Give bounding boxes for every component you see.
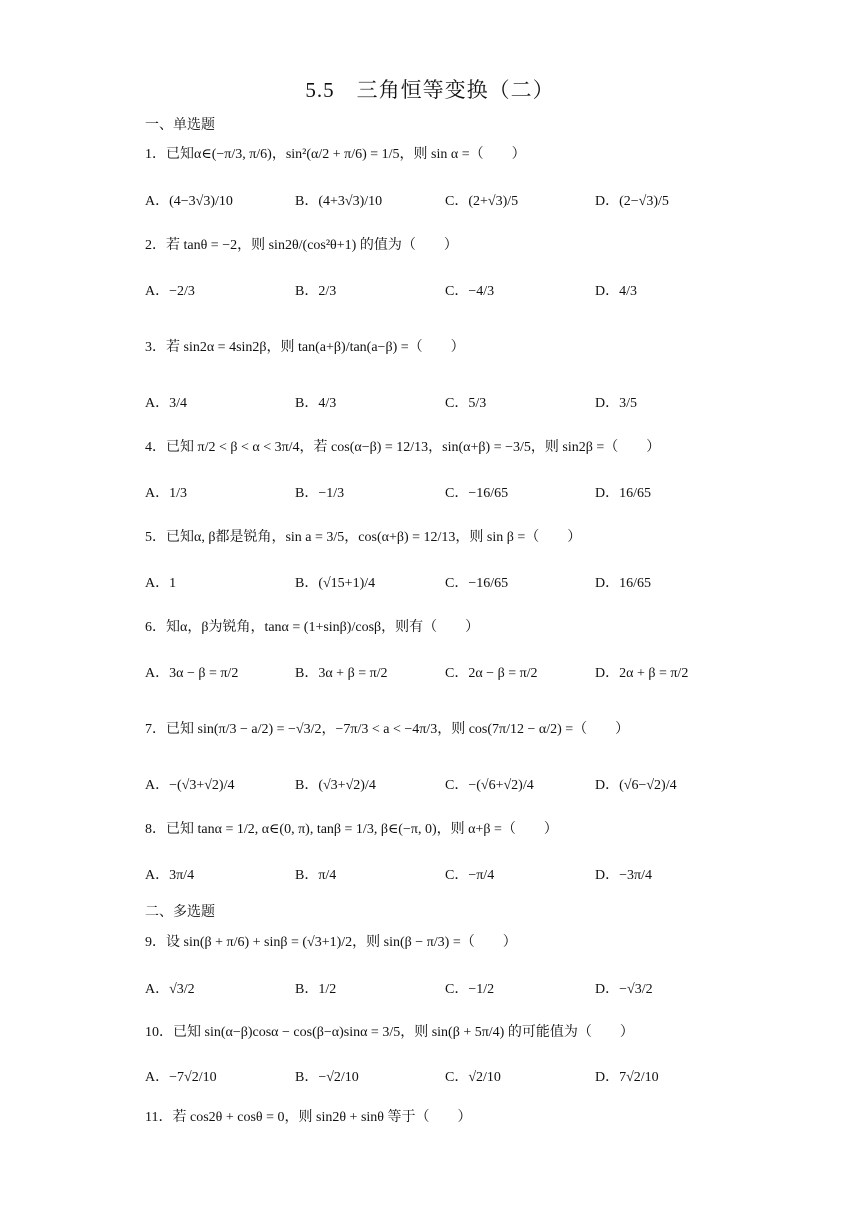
q8-option-b: B．π/4 [295,868,337,883]
q4-option-a: A．1/3 [145,486,187,501]
q5-option-d: D．16/65 [595,576,651,591]
q8-option-d: D．−3π/4 [595,868,652,883]
q6-option-d: D．2α + β = π/2 [595,666,689,681]
q4-option-d: D．16/65 [595,486,651,501]
q2-option-d: D．4/3 [595,284,637,299]
q10-option-c: C．√2/10 [445,1070,501,1085]
q2-option-b: B．2/3 [295,284,337,299]
q10-option-a: A．−7√2/10 [145,1070,217,1085]
question-6: 6．知α，β为锐角，tanα = (1+sinβ)/cosβ，则有（ ） [145,620,480,635]
question-3: 3．若 sin2α = 4sin2β，则 tan(a+β)/tan(a−β) =（ ） [145,340,465,355]
question-10: 10．已知 sin(α−β)cosα − cos(β−α)sinα = 3/5，则 sin(β + 5π/4) 的可能值为（ ） [145,1025,634,1040]
question-4: 4．已知 π/2 < β < α < 3π/4，若 cos(α−β) = 12/13，sin(α+β) = −3/5，则 sin2β =（ ） [145,440,661,455]
q9-option-c: C．−1/2 [445,982,495,997]
q6-option-a: A．3α − β = π/2 [145,666,239,681]
section-single-choice: 一、单选题 [145,118,215,133]
q4-option-c: C．−16/65 [445,486,509,501]
q1-option-a: A．(4−3√3)/10 [145,194,233,209]
q2-option-c: C．−4/3 [445,284,495,299]
q6-option-b: B．3α + β = π/2 [295,666,388,681]
q1-option-c: C．(2+√3)/5 [445,194,519,209]
question-11: 11．若 cos2θ + cosθ = 0，则 sin2θ + sinθ 等于（ ） [145,1110,472,1125]
q7-option-a: A．−(√3+√2)/4 [145,778,235,793]
q8-option-a: A．3π/4 [145,868,195,883]
q7-option-b: B．(√3+√2)/4 [295,778,376,793]
q6-option-c: C．2α − β = π/2 [445,666,538,681]
q5-option-a: A．1 [145,576,177,591]
q10-option-d: D．7√2/10 [595,1070,659,1085]
page-title: 5.5 三角恒等变换（二） [305,78,555,102]
question-2: 2．若 tanθ = −2，则 sin2θ/(cos²θ+1) 的值为（ ） [145,238,458,253]
q7-option-c: C．−(√6+√2)/4 [445,778,534,793]
q3-option-d: D．3/5 [595,396,637,411]
q9-option-a: A．√3/2 [145,982,195,997]
q3-option-c: C．5/3 [445,396,487,411]
question-8: 8．已知 tanα = 1/2, α∈(0, π), tanβ = 1/3, β∈(−π, 0)，则 α+β =（ ） [145,822,558,837]
q1-option-d: D．(2−√3)/5 [595,194,669,209]
q8-option-c: C．−π/4 [445,868,495,883]
q7-option-d: D．(√6−√2)/4 [595,778,677,793]
q10-option-b: B．−√2/10 [295,1070,359,1085]
q3-option-b: B．4/3 [295,396,337,411]
q5-option-c: C．−16/65 [445,576,509,591]
question-1: 1．已知α∈(−π/3, π/6)，sin²(α/2 + π/6) = 1/5，则 sin α =（ ） [145,147,526,162]
q2-option-a: A．−2/3 [145,284,195,299]
q1-option-b: B．(4+3√3)/10 [295,194,383,209]
q3-option-a: A．3/4 [145,396,187,411]
q9-option-b: B．1/2 [295,982,337,997]
q9-option-d: D．−√3/2 [595,982,653,997]
q5-option-b: B．(√15+1)/4 [295,576,376,591]
question-5: 5．已知α, β都是锐角，sin a = 3/5，cos(α+β) = 12/13，则 sin β =（ ） [145,530,582,545]
question-7: 7．已知 sin(π/3 − a/2) = −√3/2，−7π/3 < a < −4π/3，则 cos(7π/12 − α/2) =（ ） [145,722,630,737]
question-9: 9．设 sin(β + π/6) + sinβ = (√3+1)/2，则 sin(β − π/3) =（ ） [145,935,517,950]
q4-option-b: B．−1/3 [295,486,345,501]
section-multiple-choice: 二、多选题 [145,905,215,920]
